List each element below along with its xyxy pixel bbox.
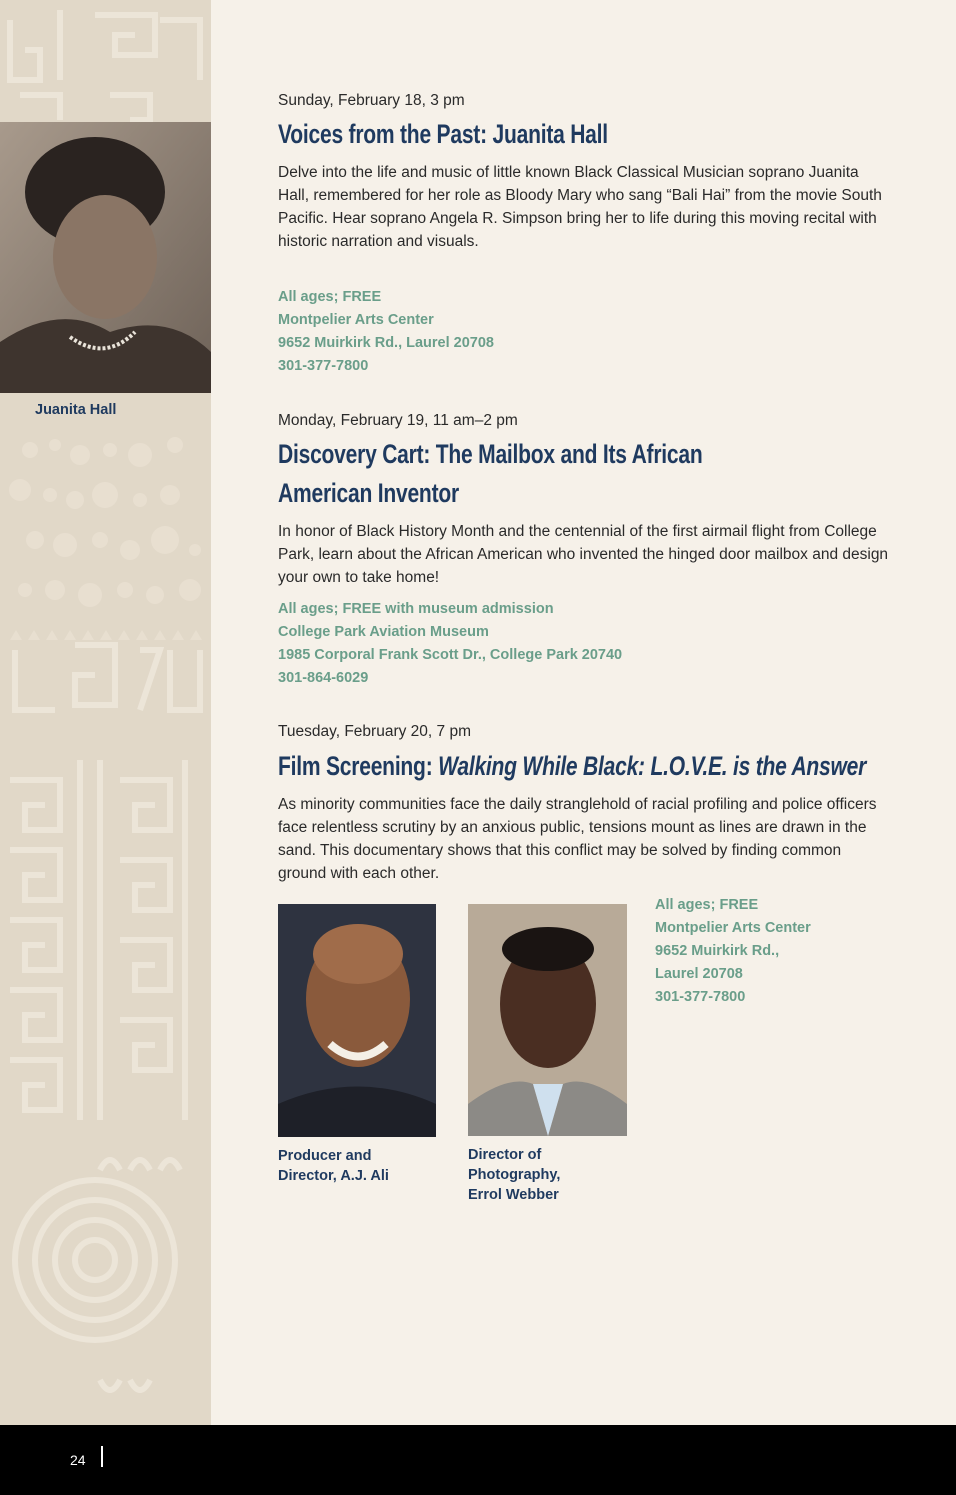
event-3-info-ages: All ages; FREE (655, 897, 759, 913)
event-1-info-address: 9652 Muirkirk Rd., Laurel 20708 (278, 335, 494, 351)
portrait-illustration (0, 122, 211, 393)
footer-bar (0, 1425, 956, 1495)
event-2-info-address: 1985 Corporal Frank Scott Dr., College Park 20740 (278, 647, 623, 663)
page-number: 24 (70, 1452, 86, 1468)
juanita-hall-photo (0, 122, 211, 393)
event-2-title-line2: American Inventor (278, 478, 459, 508)
event-3-date: Tuesday, February 20, 7 pm (278, 723, 471, 740)
event-2-info-phone: 301-864-6029 (278, 670, 369, 686)
event-1-info-ages: All ages; FREE (278, 289, 382, 305)
errol-webber-caption-line3: Errol Webber (468, 1187, 559, 1203)
aj-ali-caption-line2: Director, A.J. Ali (278, 1168, 389, 1184)
event-3-info (655, 894, 811, 1009)
event-3-title-film: Walking While Black: L.O.V.E. is the Answer (438, 751, 867, 781)
event-3-info-venue: Montpelier Arts Center (655, 920, 811, 936)
portrait-illustration (278, 904, 436, 1137)
errol-webber-caption-line2: Photography, (468, 1167, 561, 1183)
event-3-info-address-city: Laurel 20708 (655, 966, 743, 982)
page-number-divider (101, 1446, 103, 1467)
event-3-info-address-street: 9652 Muirkirk Rd., (655, 943, 780, 959)
aj-ali-caption (278, 1146, 389, 1186)
event-2-title-line1: Discovery Cart: The Mailbox and Its African (278, 439, 703, 469)
errol-webber-caption-line1: Director of (468, 1147, 542, 1163)
aj-ali-photo (278, 904, 436, 1137)
portrait-illustration (468, 904, 627, 1136)
aj-ali-caption-line1: Producer and (278, 1148, 372, 1164)
event-2-description: In honor of Black History Month and the centennial of the first airmail flight from College Park, learn about the African American who invented the hinged door mailbox and design your own to take home! (278, 523, 889, 586)
event-2-info-ages: All ages; FREE with museum admission (278, 601, 554, 617)
event-2-info (278, 598, 622, 690)
event-3-title (278, 747, 866, 786)
event-1-title: Voices from the Past: Juanita Hall (278, 119, 608, 149)
event-2-date: Monday, February 19, 11 am–2 pm (278, 412, 518, 429)
juanita-hall-caption: Juanita Hall (35, 402, 117, 418)
event-3-info-phone: 301-377-7800 (655, 989, 746, 1005)
event-1-info (278, 286, 494, 378)
event-3-title-prefix: Film Screening: (278, 751, 439, 781)
event-1-info-venue: Montpelier Arts Center (278, 312, 434, 328)
event-1-date: Sunday, February 18, 3 pm (278, 92, 465, 109)
event-3-description: As minority communities face the daily stranglehold of racial profiling and police officers face relentless scrutiny by an anxious public, tensions mount as lines are drawn in the sand. This documentary shows that this conflict may be solved by finding common ground with each other. (278, 796, 877, 882)
errol-webber-caption (468, 1145, 560, 1205)
event-1-description: Delve into the life and music of little known Black Classical Musician soprano Juanita Hall, remembered for her role as Bloody Mary who sang “Bali Hai” from the movie South Pacific. Hear soprano Angela R. Simpson bring her to life during this moving recital with historic narration and visuals. (278, 164, 882, 250)
event-1-info-phone: 301-377-7800 (278, 358, 369, 374)
sidebar (0, 0, 211, 1425)
errol-webber-photo (468, 904, 627, 1136)
event-2-info-venue: College Park Aviation Museum (278, 624, 489, 640)
